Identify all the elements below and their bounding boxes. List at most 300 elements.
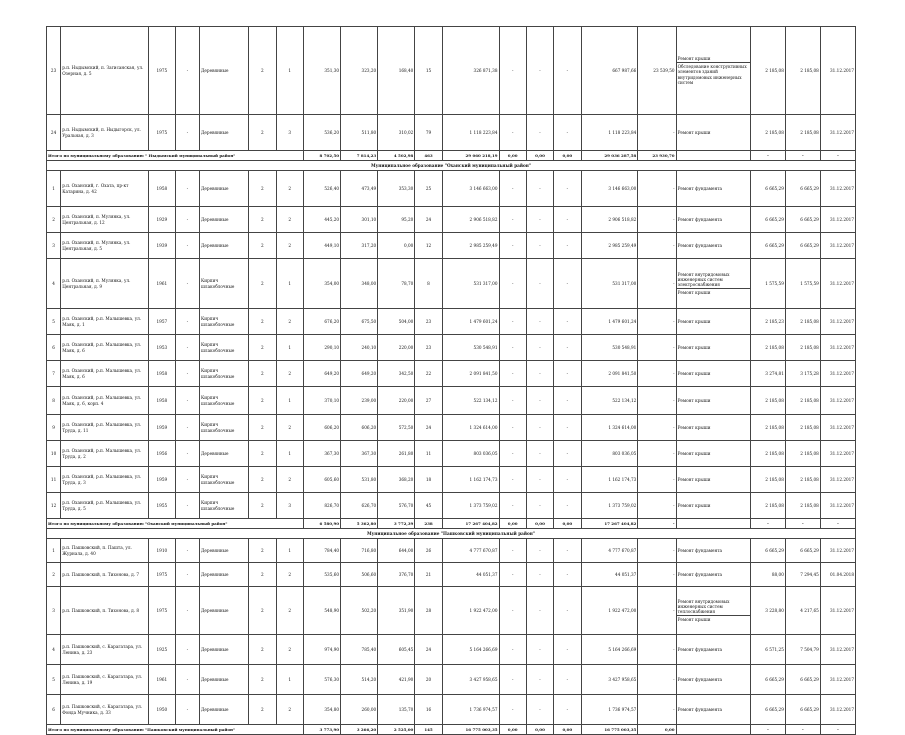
year-cell: 1961 <box>148 665 175 695</box>
year-cell: 1957 <box>148 309 175 335</box>
total-area-premises-cell: 5 362,80 <box>341 519 378 529</box>
row-number: 5 <box>47 665 61 695</box>
limit-cost-cell: 7 294,45 <box>785 563 820 587</box>
table-row <box>47 361 856 387</box>
owners-cell: 1 162 174,73 <box>581 467 638 493</box>
table-row <box>47 493 856 519</box>
cost-total-cell: 2 906 518,82 <box>442 207 499 233</box>
area-premises-cell: 531,80 <box>341 467 378 493</box>
works-cell <box>676 309 750 335</box>
section-title: Муниципальное образование "Пашковский муниципальный район" <box>47 529 856 539</box>
area-premises-cell: 317,20 <box>341 233 378 259</box>
row-number: 24 <box>47 115 61 151</box>
fund-cell: - <box>499 171 526 207</box>
year-cell: 1955 <box>148 493 175 519</box>
budget-cell: - <box>526 587 553 635</box>
entrances-cell: 2 <box>276 309 303 335</box>
row-number: 2 <box>47 563 61 587</box>
total-date-cell: - <box>820 725 855 735</box>
other-cell: - <box>554 171 581 207</box>
area-total-cell: 351,30 <box>303 27 340 115</box>
work-item: Ремонт крыши <box>677 318 711 324</box>
total-limit-cell: - <box>785 151 820 161</box>
floors-cell: 2 <box>249 587 276 635</box>
area-premises-cell: 606,20 <box>341 415 378 441</box>
area-living-cell: 576,70 <box>378 493 415 519</box>
total-residents-cell: 145 <box>415 725 442 735</box>
total-label: Итого по муниципальному образованию "Оханский муниципальный район" <box>47 519 304 529</box>
wall-material-cell: Деревянные <box>200 587 249 635</box>
unit-cost-cell: 3 228,80 <box>750 587 785 635</box>
wall-material-cell: Кирпич шлакоблочные <box>200 387 249 415</box>
year-cell: 1956 <box>148 441 175 467</box>
works-cell <box>676 587 750 635</box>
fund-cell: - <box>499 415 526 441</box>
table-row <box>47 233 856 259</box>
area-living-cell: 261,80 <box>378 441 415 467</box>
total-date-cell: - <box>820 151 855 161</box>
total-area-living-cell: 4 502,98 <box>378 151 415 161</box>
wall-material-cell: Деревянные <box>200 171 249 207</box>
cost-total-cell: 530 548,91 <box>442 335 499 361</box>
area-total-cell: 290,10 <box>303 335 340 361</box>
row-number: 11 <box>47 467 61 493</box>
owners-cell: 803 036,05 <box>581 441 638 467</box>
other-cell: - <box>554 665 581 695</box>
section-row <box>47 529 856 539</box>
limit-cost-cell: 2 185,08 <box>785 493 820 519</box>
total-area-cell: 6 580,90 <box>303 519 340 529</box>
end-date-cell: 31.12.2017 <box>820 493 855 519</box>
capital-cell: - <box>638 665 676 695</box>
row-number: 5 <box>47 309 61 335</box>
floors-cell: 2 <box>249 361 276 387</box>
works-cell <box>676 171 750 207</box>
residents-cell: 23 <box>415 335 442 361</box>
commission-cell: - <box>175 361 199 387</box>
area-total-cell: 606,20 <box>303 415 340 441</box>
works-cell <box>676 563 750 587</box>
year-cell: 1975 <box>148 587 175 635</box>
area-total-cell: 974,90 <box>303 635 340 665</box>
area-total-cell: 449,10 <box>303 233 340 259</box>
area-living-cell: 95,20 <box>378 207 415 233</box>
commission-cell: - <box>175 309 199 335</box>
owners-cell: 1 479 601,24 <box>581 309 638 335</box>
area-total-cell: 605,60 <box>303 467 340 493</box>
budget-cell: - <box>526 563 553 587</box>
residents-cell: 12 <box>415 233 442 259</box>
work-item: Ремонт фундамента <box>677 242 723 248</box>
work-item: Ремонт крыши <box>677 397 711 403</box>
work-item: Ремонт крыши <box>677 450 711 456</box>
address-cell: р.п. Ныдымский, п. Загисанская, ул. Озерная, д. 5 <box>61 27 148 115</box>
wall-material-cell: Кирпич шлакоблочные <box>200 309 249 335</box>
other-cell: - <box>554 695 581 725</box>
area-premises-cell: 323,20 <box>341 27 378 115</box>
other-cell: - <box>554 563 581 587</box>
other-cell: - <box>554 415 581 441</box>
capital-cell: - <box>638 635 676 665</box>
commission-cell: - <box>175 415 199 441</box>
owners-cell: 531 317,00 <box>581 259 638 309</box>
capital-cell: - <box>638 387 676 415</box>
area-premises-cell: 473,49 <box>341 171 378 207</box>
wall-material-cell: Кирпич шлакоблочные <box>200 415 249 441</box>
limit-cost-cell: 2 185,08 <box>785 309 820 335</box>
work-item: Ремонт крыши <box>677 424 711 430</box>
year-cell: 1929 <box>148 207 175 233</box>
year-cell: 1975 <box>148 115 175 151</box>
residents-cell: 16 <box>415 695 442 725</box>
commission-cell: - <box>175 207 199 233</box>
floors-cell: 2 <box>249 635 276 665</box>
area-premises-cell: 649,20 <box>341 361 378 387</box>
entrances-cell: 2 <box>276 467 303 493</box>
year-cell: 1959 <box>148 415 175 441</box>
area-premises-cell: 514,20 <box>341 665 378 695</box>
fund-cell: - <box>499 635 526 665</box>
work-item: Ремонт крыши <box>677 288 750 295</box>
budget-cell: - <box>526 695 553 725</box>
works-cell <box>676 259 750 309</box>
area-premises-cell: 348,00 <box>341 259 378 309</box>
total-row <box>47 519 856 529</box>
fund-cell: - <box>499 387 526 415</box>
residents-cell: 8 <box>415 259 442 309</box>
work-item: Ремонт внутридомовых инженерных систем теплоснабжения <box>677 598 730 614</box>
total-area-premises-cell: 3 266,20 <box>341 725 378 735</box>
address-cell: р.п. Оханский, п. Мулянка, ул. Центральная, д. 12 <box>61 207 148 233</box>
wall-material-cell: Деревянные <box>200 207 249 233</box>
total-cost-cell: 16 775 003,35 <box>442 725 499 735</box>
works-cell <box>676 493 750 519</box>
capital-cell: 23 539,50 <box>638 27 676 115</box>
commission-cell: - <box>175 493 199 519</box>
entrances-cell: 2 <box>276 587 303 635</box>
fund-cell: - <box>499 233 526 259</box>
area-living-cell: 644,00 <box>378 539 415 563</box>
address-cell: р.п. Оханский, р.п. Малышевка, ул. Маяк, д. 6, корп. 4 <box>61 387 148 415</box>
limit-cost-cell: 6 665,29 <box>785 665 820 695</box>
work-item: Ремонт фундамента <box>677 571 723 577</box>
cost-total-cell: 5 164 266,69 <box>442 635 499 665</box>
floors-cell: 2 <box>249 415 276 441</box>
table-row <box>47 441 856 467</box>
work-item: Ремонт крыши <box>677 129 711 135</box>
limit-cost-cell: 2 185,08 <box>785 335 820 361</box>
table-row <box>47 115 856 151</box>
area-total-cell: 370,10 <box>303 387 340 415</box>
year-cell: 1910 <box>148 539 175 563</box>
fund-cell: - <box>499 665 526 695</box>
capital-cell: - <box>638 259 676 309</box>
limit-cost-cell: 6 665,29 <box>785 695 820 725</box>
floors-cell: 2 <box>249 233 276 259</box>
floors-cell: 2 <box>249 441 276 467</box>
commission-cell: - <box>175 587 199 635</box>
owners-cell: 3 146 663,00 <box>581 171 638 207</box>
work-item: Ремонт крыши <box>677 344 711 350</box>
budget-cell: - <box>526 309 553 335</box>
capital-cell: - <box>638 171 676 207</box>
other-cell: - <box>554 207 581 233</box>
table-row <box>47 587 856 635</box>
entrances-cell: 1 <box>276 665 303 695</box>
commission-cell: - <box>175 665 199 695</box>
area-total-cell: 354,00 <box>303 259 340 309</box>
total-label: Итого по муниципальному образованию "Пашковский муниципальный район" <box>47 725 304 735</box>
total-fund-cell: 0,00 <box>499 151 526 161</box>
area-total-cell: 826,70 <box>303 493 340 519</box>
end-date-cell: 31.12.2017 <box>820 309 855 335</box>
other-cell: - <box>554 27 581 115</box>
other-cell: - <box>554 635 581 665</box>
area-premises-cell: 301,10 <box>341 207 378 233</box>
row-number: 8 <box>47 387 61 415</box>
area-premises-cell: 239,00 <box>341 387 378 415</box>
owners-cell: 1 373 759,02 <box>581 493 638 519</box>
cost-total-cell: 2 091 841,50 <box>442 361 499 387</box>
end-date-cell: 31.12.2017 <box>820 415 855 441</box>
area-living-cell: 220,00 <box>378 335 415 361</box>
owners-cell: 5 164 266,69 <box>581 635 638 665</box>
unit-cost-cell: 6 665,29 <box>750 665 785 695</box>
address-cell: р.п. Пашковский, п. Тихонова, д. 8 <box>61 587 148 635</box>
total-other-cell: 0,00 <box>554 725 581 735</box>
year-cell: 1975 <box>148 27 175 115</box>
budget-cell: - <box>526 539 553 563</box>
limit-cost-cell: 4 217,65 <box>785 587 820 635</box>
total-unit-cell: - <box>750 519 785 529</box>
wall-material-cell: Кирпич шлакоблочные <box>200 361 249 387</box>
area-total-cell: 676,20 <box>303 309 340 335</box>
entrances-cell: 2 <box>276 415 303 441</box>
unit-cost-cell: 2 185,08 <box>750 387 785 415</box>
floors-cell: 2 <box>249 539 276 563</box>
area-living-cell: 504,00 <box>378 309 415 335</box>
commission-cell: - <box>175 441 199 467</box>
unit-cost-cell: 2 185,08 <box>750 493 785 519</box>
commission-cell: - <box>175 539 199 563</box>
cost-total-cell: 1 324 614,00 <box>442 415 499 441</box>
fund-cell: - <box>499 115 526 151</box>
entrances-cell: 3 <box>276 115 303 151</box>
budget-cell: - <box>526 387 553 415</box>
area-total-cell: 784,40 <box>303 539 340 563</box>
end-date-cell: 31.12.2017 <box>820 587 855 635</box>
address-cell: р.п. Оханский, р.п. Малышевка, ул. Маяк, д. 1 <box>61 309 148 335</box>
end-date-cell: 01.04.2018 <box>820 563 855 587</box>
wall-material-cell: Деревянные <box>200 233 249 259</box>
budget-cell: - <box>526 171 553 207</box>
other-cell: - <box>554 441 581 467</box>
address-cell: р.п. Пашковский, п. Пашта, ул. Журнала, д. 40 <box>61 539 148 563</box>
work-item: Ремонт крыши <box>677 370 711 376</box>
row-number: 1 <box>47 171 61 207</box>
table-row <box>47 665 856 695</box>
address-cell: р.п. Оханский, р.п. Малышевка, ул. Маяк, д. 6 <box>61 335 148 361</box>
total-budget-cell: 0,00 <box>526 519 553 529</box>
work-item: Ремонт крыши <box>677 476 711 482</box>
end-date-cell: 31.12.2017 <box>820 539 855 563</box>
entrances-cell: 1 <box>276 27 303 115</box>
table-row <box>47 259 856 309</box>
table-row <box>47 335 856 361</box>
end-date-cell: 31.12.2017 <box>820 27 855 115</box>
total-budget-cell: 0,00 <box>526 725 553 735</box>
year-cell: 1953 <box>148 335 175 361</box>
work-item: Ремонт фундамента <box>677 646 723 652</box>
works-cell <box>676 539 750 563</box>
limit-cost-cell: 6 665,29 <box>785 171 820 207</box>
unit-cost-cell: 88,00 <box>750 563 785 587</box>
row-number: 1 <box>47 539 61 563</box>
area-total-cell: 526,40 <box>303 171 340 207</box>
row-number: 10 <box>47 441 61 467</box>
fund-cell: - <box>499 493 526 519</box>
row-number: 9 <box>47 415 61 441</box>
cost-total-cell: 1 736 974,57 <box>442 695 499 725</box>
works-cell <box>676 665 750 695</box>
owners-cell: 1 324 614,00 <box>581 415 638 441</box>
fund-cell: - <box>499 563 526 587</box>
row-number: 7 <box>47 361 61 387</box>
area-premises-cell: 675,50 <box>341 309 378 335</box>
works-cell <box>676 361 750 387</box>
capital-cell: - <box>638 695 676 725</box>
capital-cell: - <box>638 115 676 151</box>
wall-material-cell: Кирпич шлакоблочные <box>200 493 249 519</box>
area-premises-cell: 626,70 <box>341 493 378 519</box>
total-works-cell <box>676 519 750 529</box>
entrances-cell: 2 <box>276 207 303 233</box>
cost-total-cell: 3 427 958,65 <box>442 665 499 695</box>
works-cell <box>676 467 750 493</box>
cost-total-cell: 1 118 223,84 <box>442 115 499 151</box>
entrances-cell: 1 <box>276 259 303 309</box>
year-cell: 1958 <box>148 171 175 207</box>
total-fund-cell: 0,00 <box>499 519 526 529</box>
residents-cell: 21 <box>415 563 442 587</box>
commission-cell: - <box>175 695 199 725</box>
limit-cost-cell: 1 575,59 <box>785 259 820 309</box>
other-cell: - <box>554 115 581 151</box>
end-date-cell: 31.12.2017 <box>820 259 855 309</box>
budget-cell: - <box>526 115 553 151</box>
address-cell: р.п. Ныдымский, п. Ныдыгорск, ул. Уральная, д. 3 <box>61 115 148 151</box>
table-row <box>47 27 856 115</box>
area-total-cell: 367,30 <box>303 441 340 467</box>
total-works-cell <box>676 151 750 161</box>
residents-cell: 15 <box>415 27 442 115</box>
floors-cell: 2 <box>249 309 276 335</box>
area-total-cell: 548,90 <box>303 587 340 635</box>
wall-material-cell: Деревянные <box>200 563 249 587</box>
table-row <box>47 539 856 563</box>
unit-cost-cell: 2 185,08 <box>750 467 785 493</box>
residents-cell: 24 <box>415 415 442 441</box>
residents-cell: 27 <box>415 387 442 415</box>
unit-cost-cell: 3 274,81 <box>750 361 785 387</box>
entrances-cell: 1 <box>276 335 303 361</box>
end-date-cell: 31.12.2017 <box>820 441 855 467</box>
other-cell: - <box>554 259 581 309</box>
row-number: 6 <box>47 335 61 361</box>
total-owners-cell: 16 775 003,35 <box>581 725 638 735</box>
commission-cell: - <box>175 115 199 151</box>
entrances-cell: 3 <box>276 493 303 519</box>
row-number: 12 <box>47 493 61 519</box>
wall-material-cell: Деревянные <box>200 695 249 725</box>
unit-cost-cell: 6 665,29 <box>750 171 785 207</box>
cost-total-cell: 522 134,12 <box>442 387 499 415</box>
area-living-cell: 351,90 <box>378 587 415 635</box>
work-item: Ремонт крыши <box>677 502 711 508</box>
limit-cost-cell: 2 185,08 <box>785 441 820 467</box>
fund-cell: - <box>499 259 526 309</box>
floors-cell: 2 <box>249 259 276 309</box>
commission-cell: - <box>175 387 199 415</box>
work-item: Ремонт фундамента <box>677 185 723 191</box>
total-area-cell: 3 773,90 <box>303 725 340 735</box>
budget-cell: - <box>526 467 553 493</box>
table-row <box>47 467 856 493</box>
owners-cell: 522 134,12 <box>581 387 638 415</box>
address-cell: р.п. Пашковский, п. Тихонова, д. 7 <box>61 563 148 587</box>
total-capital-cell: - <box>638 519 676 529</box>
end-date-cell: 31.12.2017 <box>820 361 855 387</box>
table-row <box>47 387 856 415</box>
residents-cell: 22 <box>415 361 442 387</box>
other-cell: - <box>554 587 581 635</box>
works-cell <box>676 635 750 665</box>
area-living-cell: 376,70 <box>378 563 415 587</box>
table-row <box>47 695 856 725</box>
area-living-cell: 135,70 <box>378 695 415 725</box>
address-cell: р.п. Пашковский, с. Карагатара, ул. Ленина, д. 23 <box>61 635 148 665</box>
wall-material-cell: Кирпич шлакоблочные <box>200 467 249 493</box>
area-living-cell: 368,20 <box>378 467 415 493</box>
table-row <box>47 207 856 233</box>
area-total-cell: 576,30 <box>303 665 340 695</box>
section-row <box>47 161 856 171</box>
end-date-cell: 31.12.2017 <box>820 233 855 259</box>
entrances-cell: 2 <box>276 361 303 387</box>
limit-cost-cell: 2 185,08 <box>785 115 820 151</box>
budget-cell: - <box>526 415 553 441</box>
capital-cell: - <box>638 467 676 493</box>
limit-cost-cell: 2 185,08 <box>785 415 820 441</box>
work-item: Ремонт крыши <box>677 55 711 61</box>
unit-cost-cell: 2 185,08 <box>750 415 785 441</box>
fund-cell: - <box>499 539 526 563</box>
owners-cell: 530 548,91 <box>581 335 638 361</box>
area-premises-cell: 240,10 <box>341 335 378 361</box>
cost-total-cell: 44 051,37 <box>442 563 499 587</box>
owners-cell: 1 922 472,00 <box>581 587 638 635</box>
year-cell: 1950 <box>148 695 175 725</box>
works-cell <box>676 233 750 259</box>
area-premises-cell: 502,20 <box>341 587 378 635</box>
wall-material-cell: Деревянные <box>200 665 249 695</box>
total-capital-cell: 23 930,70 <box>638 151 676 161</box>
area-living-cell: 168,40 <box>378 27 415 115</box>
floors-cell: 2 <box>249 171 276 207</box>
address-cell: р.п. Оханский, р.п. Малышевка, ул. Труда, д. 5 <box>61 493 148 519</box>
fund-cell: - <box>499 441 526 467</box>
other-cell: - <box>554 467 581 493</box>
